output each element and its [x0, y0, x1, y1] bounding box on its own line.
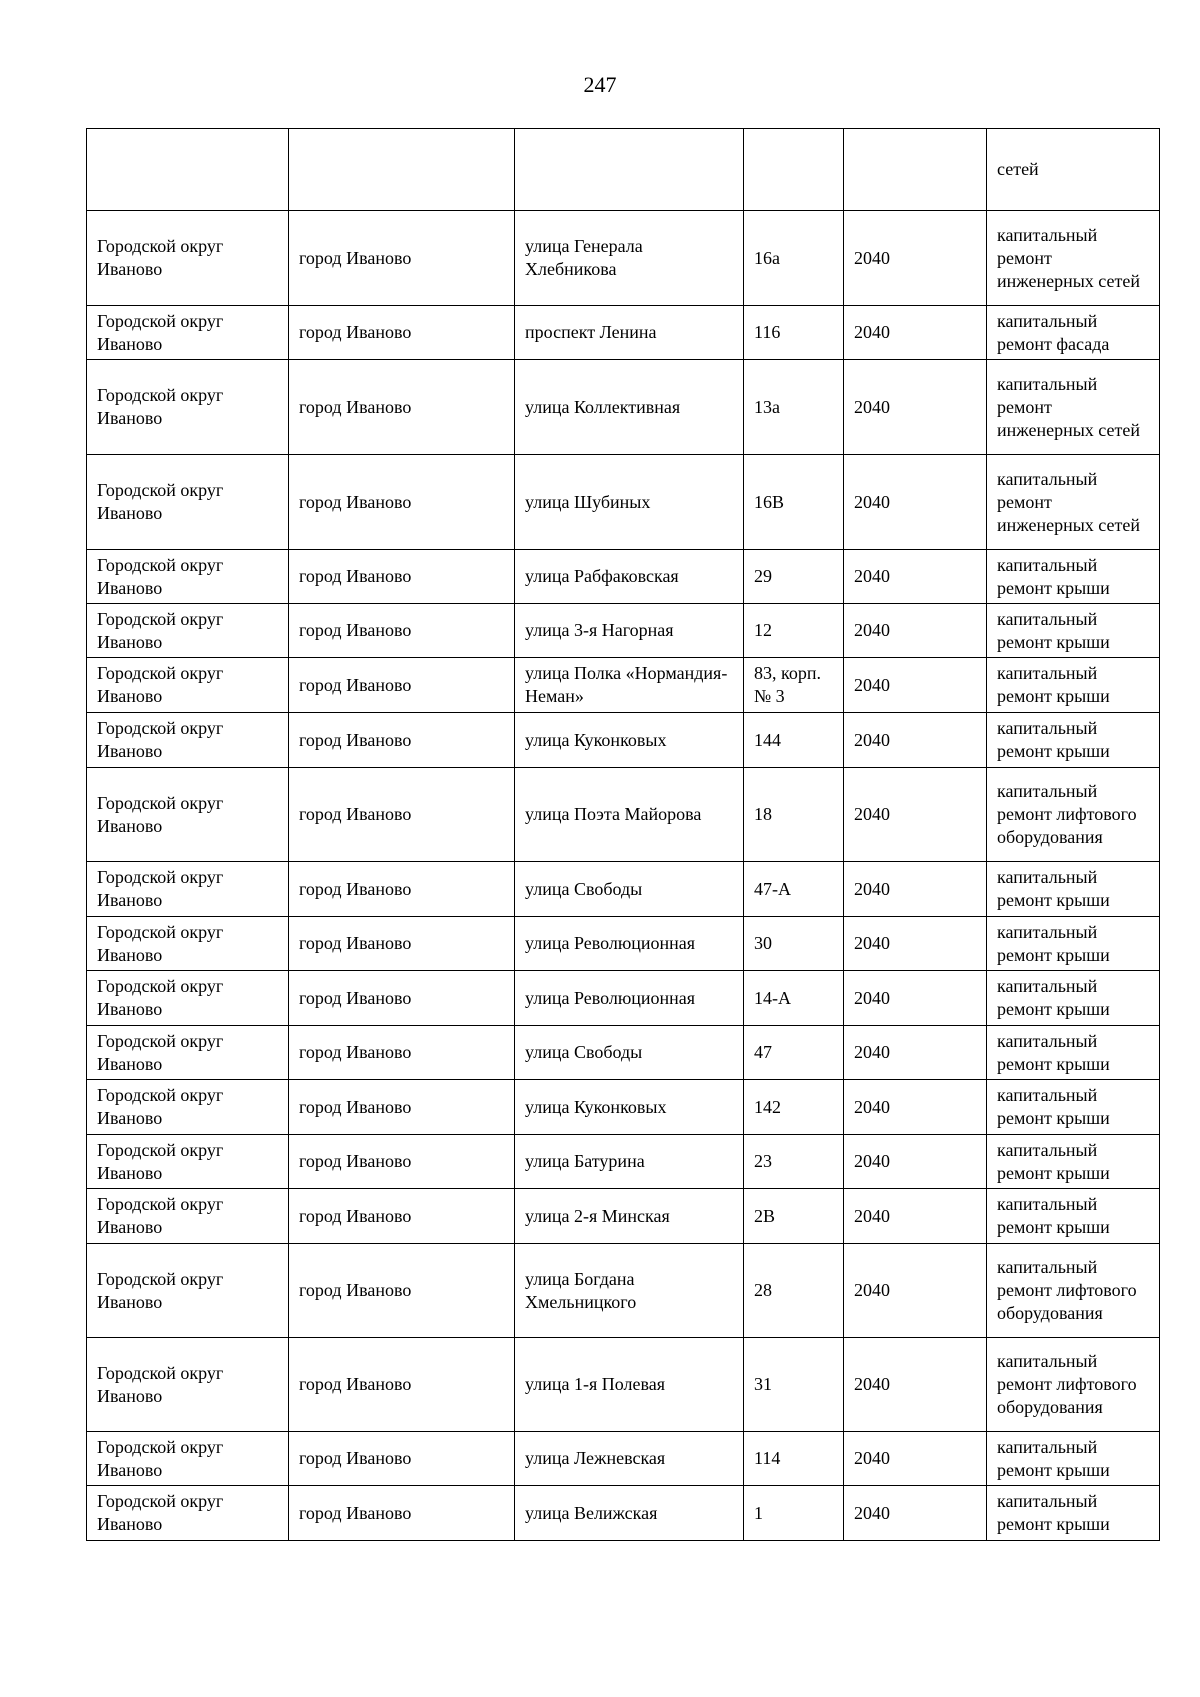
cell-house-number: 16В	[744, 455, 844, 550]
table-body	[87, 129, 1160, 1541]
cell-year: 2040	[844, 862, 987, 917]
cell-street: улица Генерала Хлебникова	[515, 211, 744, 306]
cell-work-type: капитальный ремонт крыши	[987, 713, 1160, 768]
cell-street: улица 2-я Минская	[515, 1189, 744, 1244]
cell-street: улица Коллективная	[515, 360, 744, 455]
cell-work-type: капитальный ремонт крыши	[987, 1486, 1160, 1541]
cell-settlement: город Иваново	[289, 604, 515, 658]
cell-house-number: 2В	[744, 1189, 844, 1244]
cell-work-type: капитальный ремонт крыши	[987, 550, 1160, 604]
cell-street: улица Велижская	[515, 1486, 744, 1541]
table-row	[87, 768, 1160, 862]
cell-settlement: город Иваново	[289, 917, 515, 971]
cell-year: 2040	[844, 768, 987, 862]
cell-house-number	[744, 129, 844, 211]
cell-municipality	[87, 129, 289, 211]
cell-work-type: капитальный ремонт крыши	[987, 604, 1160, 658]
cell-year: 2040	[844, 713, 987, 768]
cell-house-number: 23	[744, 1135, 844, 1189]
table-row	[87, 1338, 1160, 1432]
table-row	[87, 1432, 1160, 1486]
cell-year: 2040	[844, 1026, 987, 1080]
cell-municipality: Городской округ Иваново	[87, 306, 289, 360]
cell-municipality: Городской округ Иваново	[87, 1486, 289, 1541]
cell-house-number: 83, корп. № 3	[744, 658, 844, 713]
cell-house-number: 12	[744, 604, 844, 658]
cell-house-number: 29	[744, 550, 844, 604]
cell-work-type: капитальный ремонт крыши	[987, 917, 1160, 971]
repair-schedule-table	[86, 128, 1160, 1541]
cell-work-type: капитальный ремонт крыши	[987, 1026, 1160, 1080]
cell-house-number: 13а	[744, 360, 844, 455]
cell-year: 2040	[844, 1486, 987, 1541]
cell-municipality: Городской округ Иваново	[87, 862, 289, 917]
cell-settlement: город Иваново	[289, 1026, 515, 1080]
cell-street: улица 3-я Нагорная	[515, 604, 744, 658]
cell-street: улица 1-я Полевая	[515, 1338, 744, 1432]
table-row	[87, 1244, 1160, 1338]
table-row	[87, 550, 1160, 604]
cell-work-type: капитальный ремонт инженерных сетей	[987, 455, 1160, 550]
cell-house-number: 18	[744, 768, 844, 862]
cell-municipality: Городской округ Иваново	[87, 1432, 289, 1486]
cell-work-type: капитальный ремонт крыши	[987, 658, 1160, 713]
cell-municipality: Городской округ Иваново	[87, 1080, 289, 1135]
cell-settlement: город Иваново	[289, 306, 515, 360]
table-row	[87, 129, 1160, 211]
cell-work-type: капитальный ремонт лифтового оборудования	[987, 768, 1160, 862]
cell-municipality: Городской округ Иваново	[87, 604, 289, 658]
table-row	[87, 862, 1160, 917]
table-row	[87, 360, 1160, 455]
cell-street: улица Лежневская	[515, 1432, 744, 1486]
cell-house-number: 142	[744, 1080, 844, 1135]
cell-house-number: 28	[744, 1244, 844, 1338]
cell-settlement: город Иваново	[289, 713, 515, 768]
cell-year: 2040	[844, 658, 987, 713]
cell-house-number: 116	[744, 306, 844, 360]
cell-municipality: Городской округ Иваново	[87, 713, 289, 768]
cell-street: улица Куконковых	[515, 1080, 744, 1135]
cell-work-type: капитальный ремонт крыши	[987, 1189, 1160, 1244]
table-row	[87, 306, 1160, 360]
cell-street: улица Свободы	[515, 1026, 744, 1080]
cell-work-type: капитальный ремонт крыши	[987, 971, 1160, 1026]
table-row	[87, 1189, 1160, 1244]
cell-house-number: 1	[744, 1486, 844, 1541]
cell-settlement: город Иваново	[289, 1189, 515, 1244]
table-row	[87, 455, 1160, 550]
cell-street: улица Батурина	[515, 1135, 744, 1189]
cell-street: улица Полка «Нормандия-Неман»	[515, 658, 744, 713]
cell-municipality: Городской округ Иваново	[87, 550, 289, 604]
cell-street: улица Рабфаковская	[515, 550, 744, 604]
cell-street	[515, 129, 744, 211]
cell-street: улица Революционная	[515, 917, 744, 971]
cell-settlement: город Иваново	[289, 1432, 515, 1486]
cell-municipality: Городской округ Иваново	[87, 1189, 289, 1244]
cell-settlement: город Иваново	[289, 211, 515, 306]
cell-year: 2040	[844, 306, 987, 360]
cell-settlement: город Иваново	[289, 971, 515, 1026]
cell-work-type: капитальный ремонт крыши	[987, 1135, 1160, 1189]
table-row	[87, 713, 1160, 768]
cell-work-type: капитальный ремонт крыши	[987, 1432, 1160, 1486]
cell-municipality: Городской округ Иваново	[87, 1244, 289, 1338]
cell-year: 2040	[844, 211, 987, 306]
table-row	[87, 971, 1160, 1026]
cell-settlement: город Иваново	[289, 658, 515, 713]
cell-year: 2040	[844, 1135, 987, 1189]
cell-work-type: сетей	[987, 129, 1160, 211]
cell-house-number: 144	[744, 713, 844, 768]
cell-house-number: 14-А	[744, 971, 844, 1026]
cell-municipality: Городской округ Иваново	[87, 455, 289, 550]
cell-municipality: Городской округ Иваново	[87, 360, 289, 455]
cell-municipality: Городской округ Иваново	[87, 211, 289, 306]
page-number: 247	[583, 72, 617, 97]
cell-house-number: 31	[744, 1338, 844, 1432]
cell-year: 2040	[844, 917, 987, 971]
cell-settlement: город Иваново	[289, 1338, 515, 1432]
table-row	[87, 604, 1160, 658]
cell-year: 2040	[844, 1189, 987, 1244]
cell-street: улица Куконковых	[515, 713, 744, 768]
table-row	[87, 658, 1160, 713]
cell-work-type: капитальный ремонт инженерных сетей	[987, 211, 1160, 306]
cell-municipality: Городской округ Иваново	[87, 1135, 289, 1189]
cell-house-number: 114	[744, 1432, 844, 1486]
cell-year: 2040	[844, 360, 987, 455]
cell-municipality: Городской округ Иваново	[87, 917, 289, 971]
cell-street: улица Шубиных	[515, 455, 744, 550]
cell-settlement: город Иваново	[289, 1244, 515, 1338]
cell-year	[844, 129, 987, 211]
cell-street: проспект Ленина	[515, 306, 744, 360]
cell-house-number: 47-А	[744, 862, 844, 917]
cell-work-type: капитальный ремонт лифтового оборудования	[987, 1244, 1160, 1338]
table-row	[87, 917, 1160, 971]
cell-street: улица Революционная	[515, 971, 744, 1026]
table-row	[87, 1026, 1160, 1080]
cell-settlement: город Иваново	[289, 1080, 515, 1135]
cell-year: 2040	[844, 1080, 987, 1135]
cell-settlement: город Иваново	[289, 768, 515, 862]
cell-municipality: Городской округ Иваново	[87, 768, 289, 862]
table-row	[87, 1080, 1160, 1135]
table-row	[87, 1486, 1160, 1541]
cell-municipality: Городской округ Иваново	[87, 1026, 289, 1080]
cell-settlement: город Иваново	[289, 550, 515, 604]
cell-year: 2040	[844, 604, 987, 658]
cell-work-type: капитальный ремонт лифтового оборудования	[987, 1338, 1160, 1432]
cell-work-type: капитальный ремонт инженерных сетей	[987, 360, 1160, 455]
cell-municipality: Городской округ Иваново	[87, 971, 289, 1026]
cell-settlement: город Иваново	[289, 360, 515, 455]
cell-year: 2040	[844, 971, 987, 1026]
cell-year: 2040	[844, 1244, 987, 1338]
cell-work-type: капитальный ремонт крыши	[987, 862, 1160, 917]
cell-street: улица Свободы	[515, 862, 744, 917]
cell-year: 2040	[844, 1338, 987, 1432]
cell-year: 2040	[844, 1432, 987, 1486]
cell-municipality: Городской округ Иваново	[87, 1338, 289, 1432]
cell-settlement: город Иваново	[289, 1486, 515, 1541]
cell-work-type: капитальный ремонт фасада	[987, 306, 1160, 360]
cell-municipality: Городской округ Иваново	[87, 658, 289, 713]
cell-settlement: город Иваново	[289, 455, 515, 550]
table-row	[87, 1135, 1160, 1189]
cell-house-number: 30	[744, 917, 844, 971]
cell-year: 2040	[844, 455, 987, 550]
cell-work-type: капитальный ремонт крыши	[987, 1080, 1160, 1135]
table-row	[87, 211, 1160, 306]
cell-settlement	[289, 129, 515, 211]
cell-settlement: город Иваново	[289, 862, 515, 917]
cell-settlement: город Иваново	[289, 1135, 515, 1189]
cell-house-number: 16а	[744, 211, 844, 306]
cell-street: улица Поэта Майорова	[515, 768, 744, 862]
cell-street: улица Богдана Хмельницкого	[515, 1244, 744, 1338]
cell-house-number: 47	[744, 1026, 844, 1080]
cell-year: 2040	[844, 550, 987, 604]
